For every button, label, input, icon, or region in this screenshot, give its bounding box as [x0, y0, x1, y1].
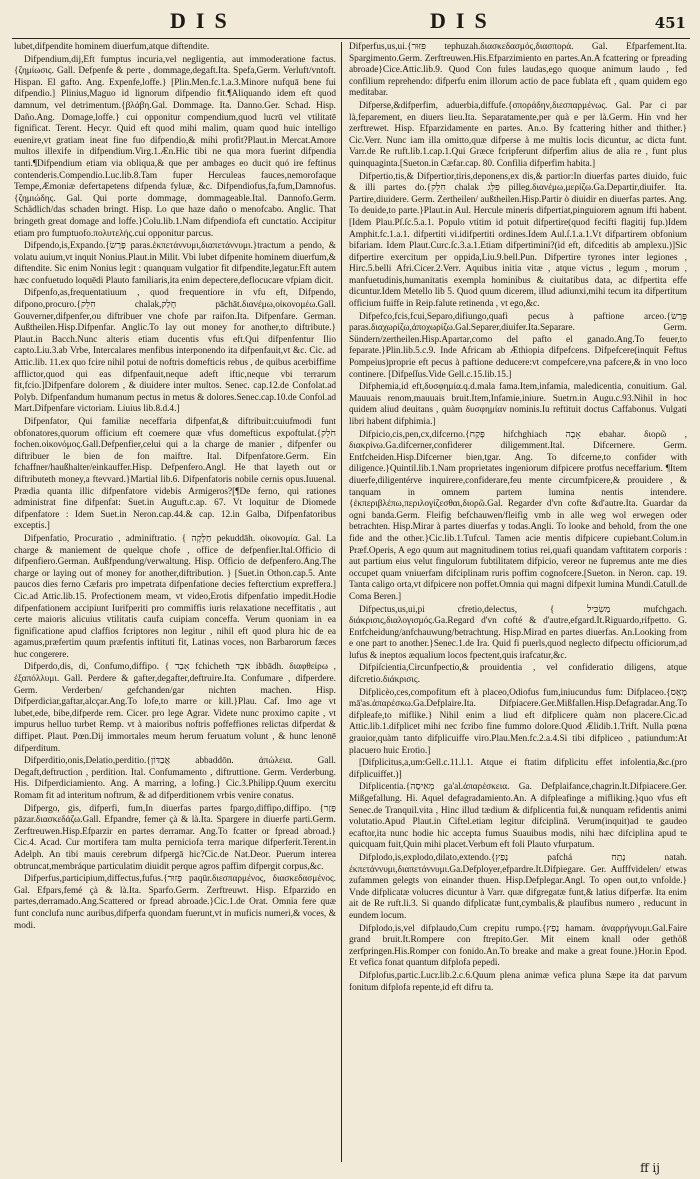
dictionary-entry: Difplodo,is,explodo,dilato,extendo.{נָפַץ pafchá נָתַח natah. ἐκπετάννυμι,διαπετάννυμι.Ga.Defployer,efpardre.It.Difpiegare. Ger. Aufffvidelen/ etwas zufammen gelegts von einander thuen. Hisp.Defplegar.Angl. To open out,to vnfolde.} Vnde difplicatæ volucres dicuntur à Varr. quæ difgregatæ funt,& latius difperfæ. Ita enim ait de Re ruft.li.3. Si quando difplicatæ funt,cymbalis,& plaufibus numero , reducunt in eundem locum.	[349, 852, 687, 921]
dictionary-entry: Difplicentia.{מְאִיסָה ga'al.ἀπαρέσκεια. Ga. Defplaifance,chagrin.It.Difpiacere.Ger. Mißgefallung. Hi. Aquel defagradamiento.An. A difpleafinge a mifliking.}quo vfus eft Senec.de Tranquil.vita , Hinc illud tædium & difplicentia fui,& nunquam refidentis animi volutatio.Apud Plaut.in Ciftel.etiam legitur difciplinā. Verum(inquit)ad te gaudeo ecaftor,ita nunc hodie hic accepta fumus Suauibus modis, nihi hæc difciplina apud te quicquam fuit,Quin mihi placet.Verbum eft foli Plauto vfurpatum.	[349, 782, 687, 851]
dictionary-entry: Difpectus,us,ui,pi cfretio,delectus, { מַשְׂכִּיל mufchgach. διάκρισις,διαλογισμός.Ga.Regard d'vn cofté & d'autre,efgard.It.Riguardo,rifpetto. G. Entfcheidung/anfchauwung/betrachtung. Hisp.Mirad en partes diuerfas. An.Looking from e one part to another.}Senec.1.de Ira. Quid fi puerls,quod neglecto difpectu officiorum,ad lufus & ineptos æqualium locos fpectent,quis irafcatur,&c.	[349, 604, 687, 661]
running-head-left: DIS	[170, 8, 237, 33]
dictionary-entry: Difpergo, gis, difperfi, fum,In diuerfas partes fpargo,diffipo,diffipo. {פָּזַר pāzar.διασκεδάζω.Gall. Efpandre, femer çà & là.Ita. Spargere in diuerfe parti.Germ. Zerftreuwen.Hisp.Efparzir en partes derramar. Ang.To fcatter or fpread abroad.} Cic.4. Acad. Cur mortifera tam multa perniciofa terra marique difperferit.Terent.in Adelph. An tibi mauis cerebrum difpergā hic?Cic.de Nat.Deor. Puerum interea obtruncat,membráque particulatim diuidit perque agros paffim difpergit corpus,&c.	[14, 803, 336, 872]
dictionary-entry: Difperditio,onis,Delatio,perditio.{אֲבַדּוֹן abbaddōn. ἀπώλεια. Gall. Degaft,deftruction , perdition. Ital. Confumamento , diftruttione. Germ. Verderbung. His. Difperdiciamiento. Ang. A marring, a lofing.} Cic.3.Philipp.Quum exercitu Romam fit ad interitum noftrum, & ad difperditionem vrbis venire conatus.	[14, 756, 336, 801]
left-column	[14, 42, 336, 1162]
right-column	[349, 42, 687, 1162]
header-rule	[12, 38, 690, 39]
dictionary-entry: Difpendium,dij,Eft fumptus incuria,vel negligentia, aut immoderatione factus.{ζημίωσις. Gall. Defpenfe & perte , dommage,degaft.Ita. Spefa,Germ. Verluft/vntoft. Hispan. El gafto. Ang. Expenfe,loffe.} [Plin.Men.fc.1.a.3.Minore nufquā bene fui difpendio.] Plinius,Maguo id lignorum difpendio fit.¶Aliquando idem eft quod damnum, vel detrimentum.{βλάβη.Gal. Dommage. Ita. Danno.Ger. Schad. Hisp. Daño.Ang. Domage,loffe.} cui opponitur compendium,quod lucrū vel vtilitatē fignificat. Terent. Hecyr. Quid eft quod mihi malim, quam quod huic intelligo euenire,vt gratiam ineat fine fuo difpendio,& mihi profit?Plaut.in Mercat.Amore multos illexife in difpendium.Virg.1.Æn.Hic tibi ne qua mora fuerint difpendia tanti.¶Difpendium etiam via obliqua,& que per ambages eo ducit quó ire feftinus contenderis.Compendio.Luc.lib.8.Tam fuper Herculeas fauces,nemorofaque Tempe,Æmoniæ defertapetens difpenda fyluæ, &c. Difpendiofus,fa,fum,Damnofus.{ζημιώδης. Gal. Qui porte dommage, dommageable.Ital. Dannofo.Germ. Schädlich/das schaden bringt. Hisp. Lo que haze daño o menofcabo. Anglic. That bringeth great domage and loffe.}Colu.lib.1.Nam difpendiofa eft cunctatio. Accipitur etiam pro fumptuofo.πολυτελής.cui opponitur parcus.	[14, 54, 336, 239]
dictionary-entry: Difplofus,partic.Lucr.lib.2.c.6.Quum plena animæ vefica pluna Sæpe ita dat parvum fonitum difplofa repente,id eft difru ta.	[349, 970, 687, 993]
dictionary-entry: Difpenfo,as,frequentatiuum , quod frequentiore in vfu eft, Difpendo, difpono,procuro.{חִלֵּק chalak,חָלַק pāchāt.διανέμω,οἰκονομέω.Gall. Gouverner,difpenfer,ou diftribuer vne chofe par raifon.Ita. Difpenfare. German. Außtheilen.Hisp.Difpenfar. Anglic.To lay out money for another,to diftribute.} Plaut.in Bacch.Nunc alteris etiam ducentis vfus eft.Qui difpenfentur Ilio capto.Liu.3.ab Vrbe, Intercalares menfibus interponendo ita difpenfauit,vt &c. Cic. ad Attic.lib. 11.ex quo fcire nihil potui de noftris domefticis rebus , de quibus acerbiffime afflictor,quod qui eas difpenfauit,neque adeft iftic,neque vbi terrarum fit,fcio.]Difpenfare dolorem , & diuidere inter multos. Senec. cap.12.de Confolat.ad Polyb. Difpenfandum humanum pectus in metus & dolores.Senec.cap.10.de Confol.ad Mart.Difpenfare victoriam. Liuius lib.8.d.4.]	[14, 288, 336, 415]
dictionary-entry: Difpiſcientia,Circunfpectio,& prouidentia , vel confideratio diligens, atque difcretio.διάκρισις.	[349, 663, 687, 686]
running-head-right: DIS	[430, 8, 497, 33]
dictionary-entry: Difperse,&difperfim, aduerbia,diffufe.{σποράδην,διεσπαρμένως. Gal. Par ci par là,feparement, en diuers lieu.Ita. Separatamente,per quà e per là.Germ. Hin vnd her zerftrewet. Hisp. Efparzidamente en partes. An.o. By fcattering hither and thither.} Cic.Verr. Nunc iam illa omitto,quæ difperse à me multis locis dicuntur, ac dicta funt. Varr.de Re ruft.lib.1.cap.1.Qui Græce fcripferunt difperfim alius de alia re , funt plus quinquaginta.[Sueton.in Cæfar.cap. 80. Confilia difperfim habita.]	[349, 100, 687, 169]
dictionary-entry: Difpertio,tis,& Difpertior,tiris,deponens,ex dis,& partior:In diuerfas partes diuido, fuic & illi partes do.{חִלֵּק chalak פִּלֵּג pilleg.διανέμω,μερίζω.Ga.Departir,diuifer. Ita. Partire,diuidere. Germ. Zertheilen/ außtheilen.Hisp.Partir ò diuidir en diuerfas partes. Ang. To deuide,to parte.}Plaut.in Aul. Hercule mineris difpertiat,pinguiorem agnum ifti habent.[Idem Plau.Pſ.ſc.5.a.1. Populo vtitim id potuit difpertire(quod fecifti flagitij fup.)Idem Amphit.fc.1.a.1. difpertiti vi.idifpertiti ordines.Idem Aul.ſ.1.a.1.Vt difpartirem obfonium bifariam. Idem Plaut.Curc.ſc.3.a.1.Etiam difpertimini?(id eft, difceditis ab amplexu.)]Sic difpertire exercitum per oppida,Liu.9.bell.Pun. Difpertire tyrones inter legiones , Hirc.5.belli Afri.Cicer.2.Verr. Aquibus initia vitæ , atque victus , legum , morum , manfuetudinis,humanitatis exempla hominibus & ciuitatibus data, ac difpertita effe dicuntur.Idem Metello lib 5. Quod quum dicerem, illud adiunxi,mihi tecum ita difpertitum officium fuiffe in Reip.falute retinenda , vt ego,&c.	[349, 171, 687, 310]
column-divider	[341, 42, 342, 1162]
dictionary-entry: Difplicèo,ces,compofitum eft à placeo,Odiofus fum,iniucundus fum: Difplaceo.{מָאַס mā'as.ἀπαρέσκω.Ga.Defplaire.Ita. Difpiacere.Ger.Mißfallen.Hisp.Defagradar.Ang.To difpleafe,to miflike.} Nihil enim a liud eft difplicere quàm non placere.Cic.ad Attic.lib.1.difplicet mihi nec fcribo fine fummo dolore.Quod Ælidib.1.Trift. Nulla pœna grauior,quàm tanto difplicuiffe viro.Plau.Men.fc.2.a.4.Si tibi difpliceo , patiundum:At placuero huic Erotio.]	[349, 687, 687, 756]
dictionary-entry: Difphemia,id eft,δυσφημία.q.d.mala fama.Item,infamia, maledicentia, conuitium. Gal. Mauuais renom,mauuais bruit.Item,Infamie,iniure. Suetrn.in Augu.c.93.Nihil in hoc quidem aliud deuitans , quàm δυσφημίαν nominis.Iu reftituit doctus Caffabonus. Vulgati libri habent difphimia.]	[349, 382, 687, 427]
dictionary-entry: Difpenfator, Qui familiæ neceffaria difpenfat,& diftribuit:cuiufmodi funt obfonatores,quorum officium eft coemere quæ vfus domefticus expoftulat.{חֹלֵק fochen.οἰκονόμος.Gall.Defpenfier,celui qui a la charge de manier , difpenfer ou diftribuer le bien de fon maiftre. Ital. Difpenfatore.Germ. Ein fchaffner/haußhalter/einkauffer.Hisp. Defpenfero.Angl. He that layeth out or diftributeth money,a ftevvard.}Martial lib.6. Difpenfatoris nobile cernis opus.Iuuenal. Prædia quanta illic difpenfatore videbis Armigeros?[¶De ferno, qui rationes administrat fine difpenfat: Suet.in Auguft.c.ap. 67. Vt loquitur de Diomede difpenfatore : Idem Suet.in Neron.cap.44.& cap. 12.in Galba, Difpenfatoribus exceptis.]	[14, 417, 336, 532]
page-header	[0, 8, 700, 36]
signature-mark: ff ij	[640, 1161, 660, 1175]
dictionary-entry: Difperdo,dis, di, Confumo,diffipo. { אָבַד fchicheth אִבַּד ibbādh. διαφθείρω , ἐξαπόλλυμι. Gall. Perdere & gafter,degafter,deftruire.Ita. Confumare , difperdere. Germ. Verderben/ gefchanden/gar nichten machen. Hisp. Difperdiciar,gaftar,alcçar.Ang.To lofe,to marre or kill.}Plau. Caf. Imo age vt lubet,ede, bibe,difperde rem. Cicer. pro lege Agrar. Videte nunc proximo capite , vt impurus helluo turbet Remp. vt à maioribus noftris poffeffiones relictas difperdat & diffipet. Plaut. Pœn.Dij immortales meum herum feruatum volunt , & hunc lenonē difperditum.	[14, 662, 336, 754]
dictionary-entry: [Difplicitus,a,um:Gell.c.11.l.1. Atque ei ftatim difplicitu effet infolentia,&c.(pro difplicuiffet.)]	[349, 758, 687, 780]
dictionary-entry: Difpenfatio, Procuratio , adminiftratio. { חַלָּקָה pekuddāh. οἰκονομία. Gal. La charge & maniement de quelque chofe , office de defpenfier.Ital.Officio di difpenfiero.German. Außfpendung/verwaltung. Hisp. Officio de defpenfero.Ang.The charge or laying out of money for another,diftribution. } [Suet.in Othon.cap.5. Ante paucos dies ferno Cæfaris pro impetrata difpenfatione decies fefterctium expreffera.] Cic.ad Attic.lib.15. Profectionem meam, vt video,Erotis difpenfatio impedit.Hodie difpenfationem accipiunt Iurifperiti pro commiffis iuris relaxatione neceffitatis , aut certe maioris alicuius vtilitatis caufa cuipiam conceffa. Verum quoniam in ea fignificatione apud claffios fcriptores non legitur , nihil eft quod plura hic de ea agamus,præfertim quum præfentis inftituti fit, Latinas voces, non Barbarorum fæces huc congerere.	[14, 533, 336, 660]
dictionary-entry: lubet,difpendite hominem diuerfum,atque diftendite.	[14, 42, 210, 52]
dictionary-entry: Difperfus,participium,diffectus,fufus.{פָּזוּר paqūr.διεσπαρμένος, διασκεδασμένος. Gal. Efpars,femé çà & là.Ita. Sparfo.Germ. Zerftreuwt. Hisp. Efparzido en partes,derramado.Ang.Scattered or fpread abroade.}Cic.1.de Orat. Omnia fere quæ funt conclufa nunc auribus,difperfa quondam fuerunt,vt in muficis numeri,& voces, & modi.	[14, 874, 336, 931]
dictionary-entry: Difpicio,cis,pen,cx,difcerno.{פָּקַח hifchghiach אָבָה ebahar. διορῶ , διακρίνω.Ga.difcerner,confiderer diligemment.Ital. Difcernere. Germ. Entfcheiden.Hisp.Difcerner bien,tgar. Ang. To difcerne,to confider with diligence.}Quintil.lib.1.Nam proprietates ingeniorum difpicere protfus neceffarium. ¶Item diuerfe,diligentérve inquirere,confiderare,feu mente circumfpicere,& prouidere , & tanquam in omnem partem lumina nentis intendere.{ἐκπεριβλέπω,περιλογίζεσθαι,διορῶ.Gal. Regarder d'vn cofte &d'autre.Ita. Guardar da ogni banda.Germ. Fleifig befchauwen/fleifig vmb in alle weg wol erwegen oder betrachten. Hisp.Mirar à partes diuerfas y todas.Angli. To looke and behold, from the one fide and the other.}Cic.lib.1.Tufcul. Tamen acie mentis difpicere cupiebant.Colum.in Præf.Operis, A ego quum aut magnitudinem totius rei,quafi quandam vaftitatem corporis : aut partium eius velut fingulorum fubtilitatem difpicio, vereor ne fupremus ante me dies occupet quam vniuerfam difciplinam ruris poffim cognofcere.[Sueton. in Neron. cap. 19. Tanta caligo orta,vt difpicere non poffet.Omnia qui magni difpexit lumina Mundi.Catull.de Coma Beren.]	[349, 429, 687, 602]
dictionary-entry: Difpendo,is,Expando.{פָּרַשׂ paras.ἐκπετάννυμι,διαπετάννυμι.}tractum a pendo, & volatu auium,vt inquit Nonius.Plaut.in Milit. Vbi lubet difpenite hominem diuerfum,& diftendite. Sic enim Nonius legit : quanquam vulgatior fit difpendite,legatur.Eft autem hæc confuetudo loquēdi Plauto familiaris,ita enim depectere,deflocucare vfpiam dicit.	[14, 241, 336, 286]
page-number: 451	[654, 14, 686, 32]
dictionary-entry: Difperfus,us,ui.{פִּזּוּר tephuzah.διασκεδασμός,διασπορά. Gal. Efparfement.Ita. Spargimento.Germ. Zerftreuwen.His.Efparzimiento en partes.An.A fcattering or fpreading abroade}Cice.Attic.lib.9. Quod Con fules laudas,ego quoque animum laudo , fed confilium reprehendo: difperfu enim illorum actio de pace fublata eft , quam quidem ego meditabar.	[349, 42, 687, 99]
dictionary-entry: Difpefco,fcis,fcui,Separo,difiungo,quafi pecus à paftione arceo.{פָּרַשׂ paras.διαχωρίζω,ἀποχωρίζω.Gal.Separer,diuifer.Ita.Separare. Germ. Sündern/zertheilen.Hisp.Apartar,como del pafto el ganado.Ang.To feuer,to feparate.}Plin.lib.5.c.9. Inde Africam ab Æthiopia difpefcens. Difpefcere(inquit Feftus Pompeius)proprie eft pecus à paftione deducere:vt compefcere,vna pafcere,& in vno loco continere. [Difpeſſus.Vide Gell.c.15.lib.15.]	[349, 311, 687, 380]
dictionary-entry: Difplodo,is,vel difplaudo,Cum crepitu rumpo.{נָפַץ hamam. ἀναρρήγνυμι.Gal.Faire grand bruit.It.Rompere con ftrepito.Ger. Mit einem knall oder gethöß zerfpringen.His.Romper con fonido.An.To breake and make a great foune.}Hor.in Epod. Et vefica fonat quantum difplofa pepedi.	[349, 923, 687, 969]
